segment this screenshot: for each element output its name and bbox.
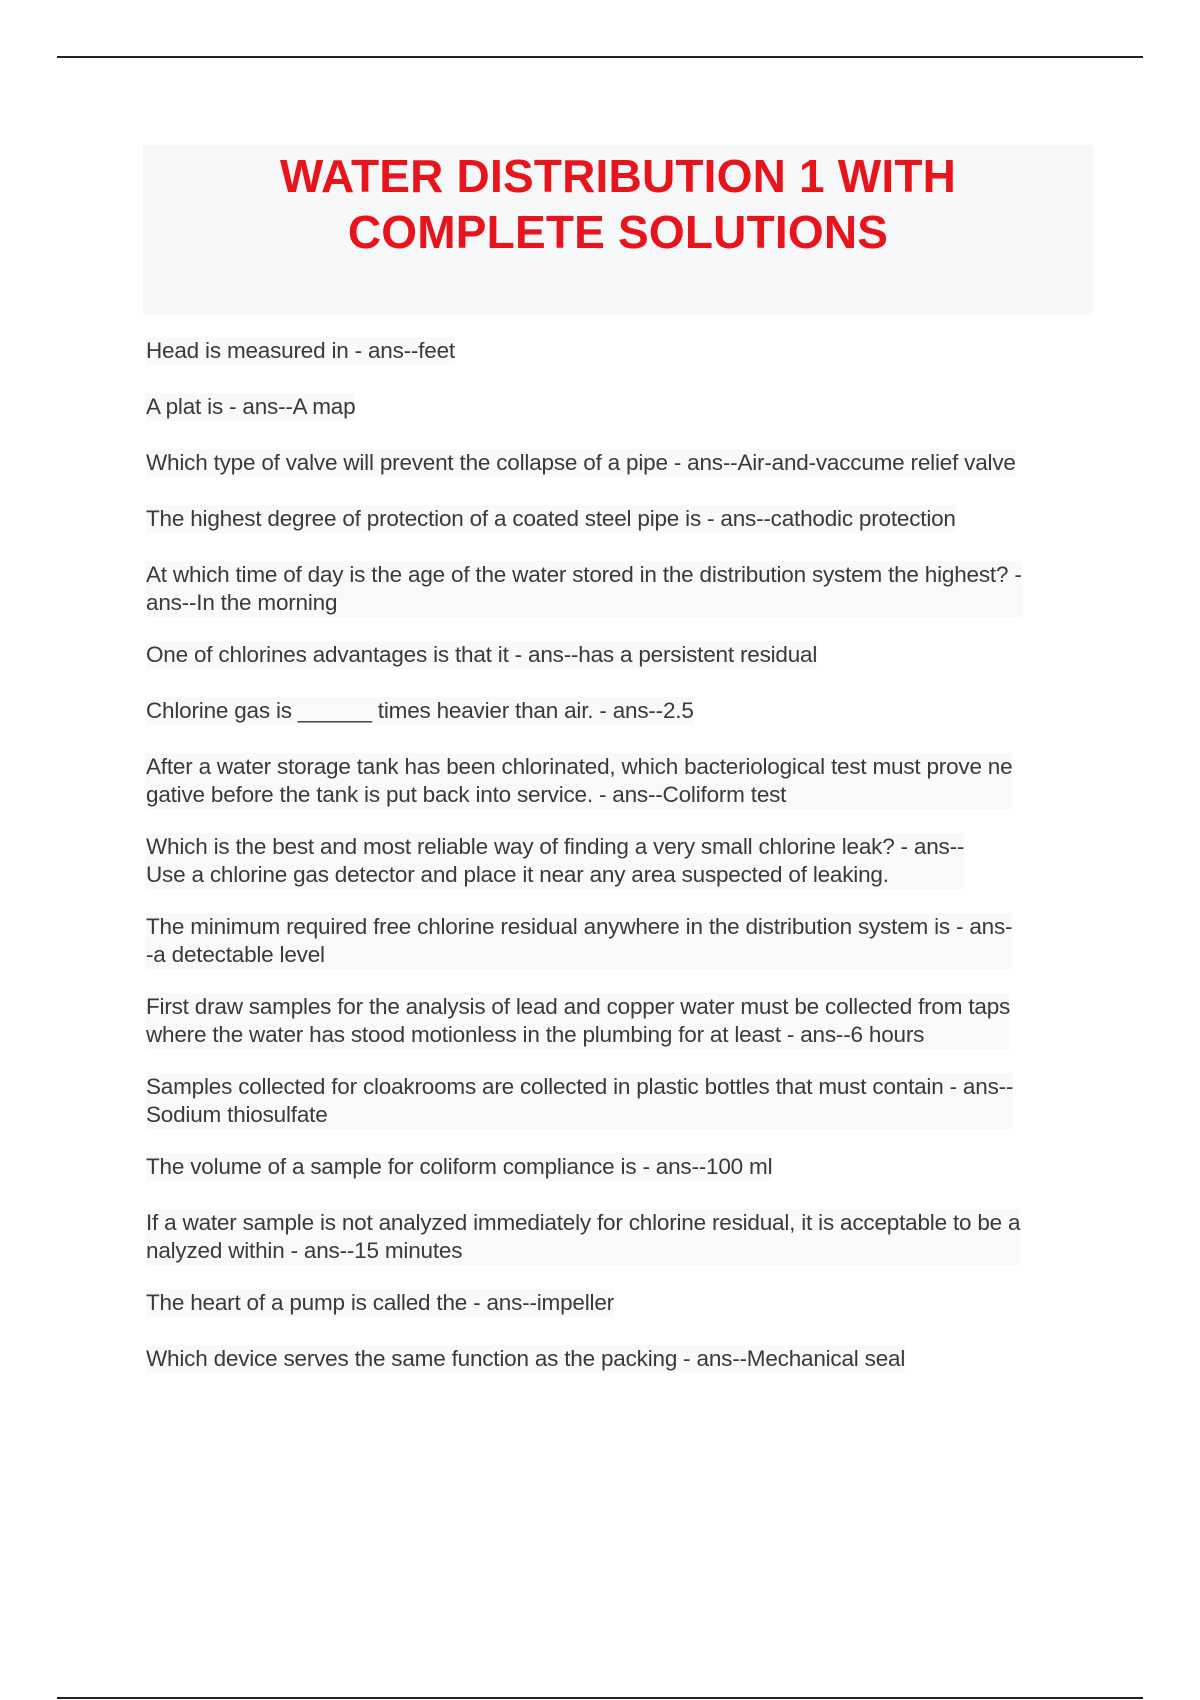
qa-list <box>146 337 1096 1401</box>
title-banner <box>143 145 1093 315</box>
qa-item: Which device serves the same function as the packing - ans--Mechanical seal <box>146 1346 906 1371</box>
qa-item: Head is measured in - ans--feet <box>146 338 455 363</box>
bottom-rule <box>57 1697 1143 1699</box>
qa-item: The minimum required free chlorine residual anywhere in the distribution system is - ans- -a detectable level <box>146 914 1013 967</box>
qa-item: Samples collected for cloakrooms are collected in plastic bottles that must contain - ans-- Sodium thiosulfate <box>146 1074 1014 1127</box>
qa-item: The highest degree of protection of a coated steel pipe is - ans--cathodic protection <box>146 506 956 531</box>
qa-item: Which is the best and most reliable way of finding a very small chlorine leak? - ans-- Use a chlorine gas detector and place it near any area suspected of leaking. <box>146 834 965 887</box>
document-title <box>143 145 1093 260</box>
qa-item: One of chlorines advantages is that it - ans--has a persistent residual <box>146 642 818 667</box>
qa-item: The heart of a pump is called the - ans--impeller <box>146 1290 614 1315</box>
qa-item: A plat is - ans--A map <box>146 394 356 419</box>
qa-item: First draw samples for the analysis of lead and copper water must be collected from taps where the water has stood motionless in the plumbing for at least - ans--6 hours <box>146 994 1011 1047</box>
qa-item: If a water sample is not analyzed immediately for chlorine residual, it is acceptable to be a nalyzed within - ans--15 minutes <box>146 1210 1021 1263</box>
qa-item: At which time of day is the age of the water stored in the distribution system the highest? - ans--In the morning <box>146 562 1022 615</box>
qa-item: Chlorine gas is ______ times heavier than air. - ans--2.5 <box>146 698 694 723</box>
qa-item: The volume of a sample for coliform compliance is - ans--100 ml <box>146 1154 773 1179</box>
qa-item: After a water storage tank has been chlorinated, which bacteriological test must prove ne gative before the tank is put back into service. - ans--Coliform test <box>146 754 1013 807</box>
title-line-1: WATER DISTRIBUTION 1 WITH <box>279 150 957 202</box>
title-line-2: COMPLETE SOLUTIONS <box>347 206 889 258</box>
top-rule <box>57 56 1143 58</box>
qa-item: Which type of valve will prevent the collapse of a pipe - ans--Air-and-vaccume relief valve <box>146 450 1016 475</box>
